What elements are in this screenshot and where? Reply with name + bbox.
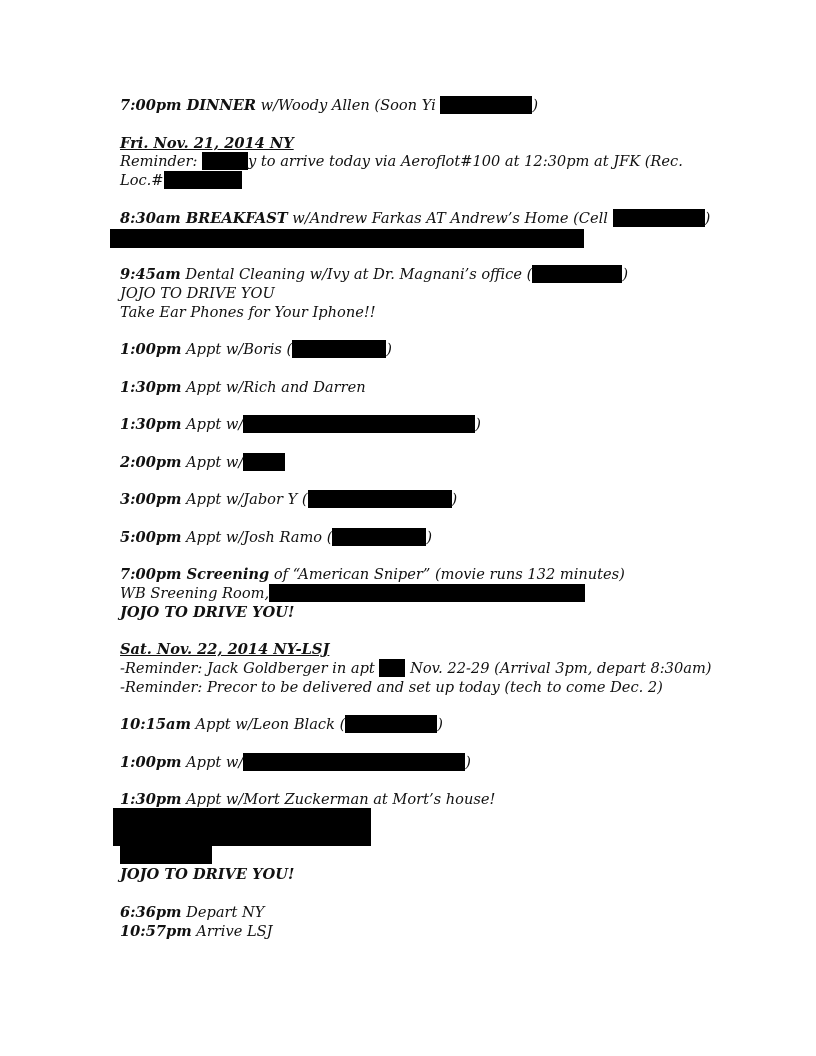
entry-close: ) bbox=[465, 754, 471, 771]
earphones-note: Take Ear Phones for Your Iphone!! bbox=[120, 304, 376, 321]
entry-close: ) bbox=[426, 529, 433, 546]
redaction-block bbox=[345, 715, 437, 733]
entry-text: Arrive LSJ bbox=[191, 923, 273, 940]
date-heading-nov22: Sat. Nov. 22, 2014 NY-LSJ bbox=[120, 641, 330, 658]
redaction-block bbox=[113, 808, 371, 846]
screening-location bbox=[120, 584, 585, 603]
entry-time: 1:00pm bbox=[120, 754, 182, 771]
entry-time: 5:00pm bbox=[120, 529, 182, 546]
location-text: WB Sreening Room, bbox=[120, 585, 270, 602]
reminder-post: Nov. 22-29 (Arrival 3pm, depart 8:30am) bbox=[405, 660, 712, 677]
entry-jabor bbox=[120, 490, 457, 509]
entry-time: 1:30pm bbox=[120, 416, 182, 433]
entry-arrive bbox=[120, 922, 273, 941]
entry-time: 1:30pm bbox=[120, 379, 182, 396]
entry-close: ) bbox=[704, 210, 711, 227]
redaction-block bbox=[202, 152, 248, 170]
reminder-pre: -Reminder: Jack Goldberger in apt bbox=[120, 660, 380, 677]
redaction-block bbox=[532, 265, 622, 283]
entry-leon-black bbox=[120, 715, 443, 734]
entry-josh-ramo bbox=[120, 528, 432, 547]
entry-time: 7:00pm DINNER bbox=[120, 97, 256, 114]
entry-dinner bbox=[120, 96, 538, 115]
entry-text: of “American Sniper” (movie runs 132 minutes) bbox=[269, 566, 625, 583]
entry-appt-redacted bbox=[120, 415, 481, 434]
entry-depart bbox=[120, 903, 264, 922]
entry-text: Depart NY bbox=[181, 904, 265, 921]
reminder-post: y to arrive today via Aeroflot#100 at 12:30pm at JFK (Rec. bbox=[248, 153, 683, 170]
redaction-block bbox=[120, 846, 212, 864]
entry-text: Appt w/Leon Black ( bbox=[190, 716, 346, 733]
entry-time: 10:15am bbox=[120, 716, 191, 733]
entry-time: 7:00pm Screening bbox=[120, 566, 270, 583]
entry-text: Appt w/Mort Zuckerman at Mort’s house! bbox=[181, 791, 496, 808]
entry-zuckerman bbox=[120, 790, 495, 809]
entry-boris bbox=[120, 340, 392, 359]
drive-note: JOJO TO DRIVE YOU! bbox=[120, 604, 295, 621]
entry-time: 2:00pm bbox=[120, 454, 182, 471]
entry-text: Appt w/ bbox=[181, 454, 244, 471]
entry-text: Appt w/Rich and Darren bbox=[181, 379, 366, 396]
entry-time: 9:45am bbox=[120, 266, 181, 283]
entry-dental bbox=[120, 265, 628, 284]
entry-text: Appt w/ bbox=[181, 754, 244, 771]
redaction-block bbox=[613, 209, 705, 227]
redaction-block bbox=[292, 340, 386, 358]
entry-text: Appt w/ bbox=[181, 416, 244, 433]
entry-time: 1:30pm bbox=[120, 791, 182, 808]
entry-close: ) bbox=[451, 491, 458, 508]
entry-close: ) bbox=[386, 341, 392, 358]
reminder-line-cont bbox=[120, 171, 242, 190]
entry-text: w/Andrew Farkas AT Andrew’s Home (Cell bbox=[287, 210, 613, 227]
reminder-precor: -Reminder: Precor to be delivered and set up today (tech to come Dec. 2) bbox=[120, 679, 663, 696]
entry-screening bbox=[120, 565, 625, 584]
redaction-block bbox=[243, 753, 465, 771]
entry-time: 6:36pm bbox=[120, 904, 182, 921]
entry-text: Appt w/Josh Ramo ( bbox=[181, 529, 333, 546]
date-heading-nov21: Fri. Nov. 21, 2014 NY bbox=[120, 135, 294, 152]
redaction-block bbox=[308, 490, 452, 508]
entry-appt-2pm bbox=[120, 453, 285, 472]
redaction-block bbox=[243, 415, 475, 433]
entry-text: Appt w/Jabor Y ( bbox=[181, 491, 308, 508]
entry-time: 3:00pm bbox=[120, 491, 182, 508]
entry-text: Dental Cleaning w/Ivy at Dr. Magnani’s office ( bbox=[180, 266, 533, 283]
entry-appt-1pm-redacted bbox=[120, 753, 471, 772]
entry-text: Appt w/Boris ( bbox=[181, 341, 293, 358]
reminder-goldberger bbox=[120, 659, 712, 678]
entry-breakfast bbox=[120, 209, 710, 228]
redaction-block bbox=[110, 229, 584, 248]
drive-note: JOJO TO DRIVE YOU! bbox=[120, 866, 295, 883]
entry-time: 8:30am BREAKFAST bbox=[120, 210, 288, 227]
entry-time: 10:57pm bbox=[120, 923, 192, 940]
redaction-block bbox=[440, 96, 532, 114]
redaction-block bbox=[332, 528, 426, 546]
entry-close: ) bbox=[437, 716, 443, 733]
reminder-pre: Reminder: bbox=[120, 153, 203, 170]
reminder-line bbox=[120, 152, 683, 171]
loc-label: Loc.# bbox=[120, 172, 164, 189]
entry-close: ) bbox=[532, 97, 539, 114]
drive-note: JOJO TO DRIVE YOU bbox=[120, 285, 275, 302]
redaction-block bbox=[164, 171, 242, 189]
redaction-block bbox=[379, 659, 405, 677]
redaction-block bbox=[243, 453, 285, 471]
redaction-block bbox=[269, 584, 585, 602]
entry-time: 1:00pm bbox=[120, 341, 182, 358]
entry-text: w/Woody Allen (Soon Yi bbox=[256, 97, 441, 114]
entry-close: ) bbox=[622, 266, 629, 283]
entry-rich-darren bbox=[120, 378, 366, 397]
entry-close: ) bbox=[475, 416, 481, 433]
